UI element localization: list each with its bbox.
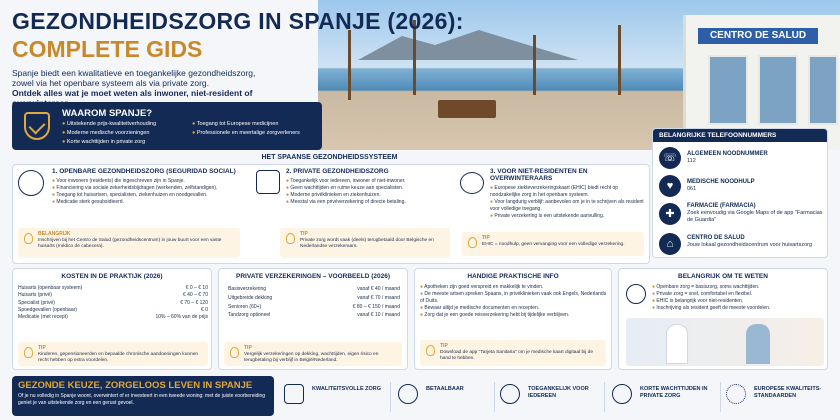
info-icon [626, 284, 646, 304]
phone-numbers-title: BELANGRIJKE TELEFOONNUMMERS [653, 129, 827, 142]
costs-panel: KOSTEN IN DE PRAKTIJK (2026) [12, 268, 212, 370]
insurance-row: Senioren (60+) € 80 – € 150 / maand [228, 303, 400, 310]
insurance-tip: TIP Vergelijk verzekeringen op dekking, wachttijden, eigen risico en terugbetaling bij verblijf in België/Nederland. [224, 342, 402, 366]
phone-emergency: ALGEMEEN NOODNUMMER 112 [687, 151, 768, 164]
costs-table [18, 285, 208, 321]
stethoscope-icon [284, 384, 304, 404]
people-icon [460, 172, 484, 194]
insurance-row: Uitgebreide dekking vanaf € 70 / maand [228, 294, 400, 301]
stethoscope-icon [256, 170, 280, 194]
why-item: ● Moderne medische voorzieningen [62, 129, 156, 138]
feature-quality: KWALITEITSVOLLE ZORG [284, 382, 384, 412]
footer-title: GEZONDE KEUZE, ZORGELOOS LEVEN IN SPANJE [18, 380, 253, 391]
footer-text: Of je nu volledig in Spanje woont, overwintert of er investeert in een tweede woning: met de juiste voorbereiding geniet je van uitstekende zorg en een gerust gevoel. [18, 393, 266, 406]
people-icon [500, 384, 520, 404]
why-item: ● Professionele en meertalige zorgverleners [192, 129, 300, 138]
page-title-line2: COMPLETE GIDS [12, 36, 203, 62]
public-care-column: 1. OPENBARE GEZONDHEIDSZORG (SEGURIDAD SOCIAL) ● Voor inwoners (residents) die ingeschreven zijn in Spanje. ● Financiering via sociale zekerheidsbijdragen (werkenden, zelfstandigen). ● Toegang tot huisartsen, specialisten, ziekenhuizen en noodgevallen. ● Medicatie sterk gesubsidieerd. [18, 168, 248, 206]
doctor-patient-photo [626, 318, 824, 366]
know-panel: BELANGRIJK OM TE WETEN [618, 268, 828, 370]
practical-panel: HANDIGE PRAKTISCHE INFO [414, 268, 612, 370]
feature-short-wait: KORTE WACHTTIJDEN IN PRIVATE ZORG [612, 382, 712, 412]
centro-de-salud-sign: CENTRO DE SALUD [698, 28, 818, 44]
why-spain-title: WAAROM SPANJE? [62, 108, 153, 119]
cost-row: Specialist (privé) € 70 – € 120 [18, 299, 208, 306]
lightbulb-icon [286, 233, 295, 244]
footer-banner [12, 376, 274, 416]
insurance-row: Basisverzekering vanaf € 40 / maand [228, 286, 400, 292]
heartbeat-icon: ♥ [659, 175, 681, 197]
public-care-note: BELANGRIJK Inschrijven bij het Centro de Salud (gezondheidscentrum) in jouw buurt voor een vaste huisarts (médico de cabecera). [18, 228, 240, 258]
insurance-table [228, 286, 400, 320]
lightbulb-icon [24, 233, 33, 244]
lightbulb-icon [426, 345, 435, 356]
clock-icon [612, 384, 632, 404]
euro-icon [398, 384, 418, 404]
cost-row: Medicatie (met recept) 10% – 60% van de prijs [18, 314, 208, 321]
page-title-line1: GEZONDHEIDSZORG IN SPANJE (2026): [12, 8, 464, 34]
pharmacy-cross-icon: ✚ [659, 203, 681, 225]
why-item: ● Korte wachttijden in private zorg [62, 138, 156, 147]
lightbulb-icon [468, 237, 477, 248]
feature-accessible: TOEGANKELIJK VOOR IEDEREEN [500, 382, 600, 412]
cost-row: Huisarts (privé) € 40 – € 70 [18, 292, 208, 299]
why-item: ● Toegang tot Europese medicijnen [192, 120, 300, 129]
insurance-row: Tandzorg optioneel vanaf € 10 / maand [228, 312, 400, 319]
private-care-tip: TIP Private zorg wordt vaak (deels) terugbetaald door Belgische en Nederlandse verzekeraars. [280, 228, 450, 258]
lightbulb-icon [230, 347, 239, 358]
feature-affordable: BETAALBAAR [398, 382, 490, 412]
insurance-panel: PRIVATE VERZEKERINGEN – VOORBEELD (2026) [218, 268, 408, 370]
non-resident-tip: TIP EHIC = noodhulp, geen vervanging voor een volledige verzekering. [462, 232, 644, 256]
heart-hands-icon [18, 170, 44, 196]
why-item: ● Uitstekende prijs-kwaliteitverhouding [62, 120, 156, 129]
feature-eu-standards: EUROPESE KWALITEITS-STANDAARDEN [726, 382, 830, 412]
know-list: ● Openbare zorg = basiszorg, soms wachttijden. ● Private zorg = snel, comfortabel en flexibel. ● EHIC is belangrijk voor niet-residenten. ● Inschrijving als resident geeft de meeste voordelen. [652, 284, 824, 312]
private-care-column: 2. PRIVATE GEZONDHEIDSZORG ● Toegankelijk voor iedereen, inwoner of niet-inwoner. ● Geen wachttijden en ruime keuze aan specialisten. ● Moderne privéklinieken en ziekenhuizen. ● Meestal via een privéverzekering of directe betaling. [256, 168, 456, 206]
practical-tip: TIP Download de app "Tarjeta Sanitaria" om je medische kaart digitaal bij de hand te hebben. [420, 340, 606, 366]
lightbulb-icon [24, 347, 33, 358]
phone-pharmacy: FARMACIE (FARMACIA) Zoek eenvoudig via Google Maps of de app "Farmacias de Guardia" [687, 203, 823, 223]
section-title: HET SPAANSE GEZONDHEIDSSYSTEEM [261, 154, 398, 161]
phone-centro: CENTRO DE SALUD Jouw lokaal gezondheidscentrum voor huisartszorg [687, 235, 813, 248]
shield-check-icon [24, 112, 50, 140]
phone-medical: MEDISCHE NOODHULP 061 [687, 179, 755, 192]
why-spain-panel [12, 102, 322, 150]
costs-tip: TIP Kinderen, gepensioneerden en bepaalde chronische aandoeningen kunnen recht hebben op extra voordelen. [18, 342, 208, 366]
cost-row: Huisarts (openbaar systeem) € 0 – € 10 [18, 285, 208, 291]
practical-list: ● Apotheken zijn goed verspreid en makkelijk te vinden. ● De meeste artsen spreken Spaans, in privéklinieken vaak ook Engels, Nederlands of Duits. ● Bewaar altijd je medische documenten en recepten. ● Zorg dat je een goede reisverzekering hebt bij tijdelijke verblijven. [420, 284, 608, 319]
cost-row: Spoedgevallen (openbaar) € 0 [18, 306, 208, 313]
intro-text: Spanje biedt een kwalitatieve en toegankelijke gezondheidszorg, zowel via het openbare systeem als via private zorg. Ontdek alles wat je moet weten als inwoner, niet-resident of [12, 68, 256, 98]
non-resident-column: 3. VOOR NIET-RESIDENTEN EN OVERWINTERAARS ● Europese ziekteverzekeringskaart (EHIC) biedt recht op noodzakelijke zorg in het openbare systeem. ● Voor langdurig verblijf: aanbevolen om je in te schrijven als resident voor volledige toegang. ● Private verzekering is een uitstekende aanvulling. [460, 168, 646, 220]
phone-numbers-panel [652, 128, 828, 258]
clinic-icon: ⌂ [659, 233, 681, 255]
eu-stars-icon [726, 384, 746, 404]
phone-icon: ☏ [659, 147, 681, 169]
